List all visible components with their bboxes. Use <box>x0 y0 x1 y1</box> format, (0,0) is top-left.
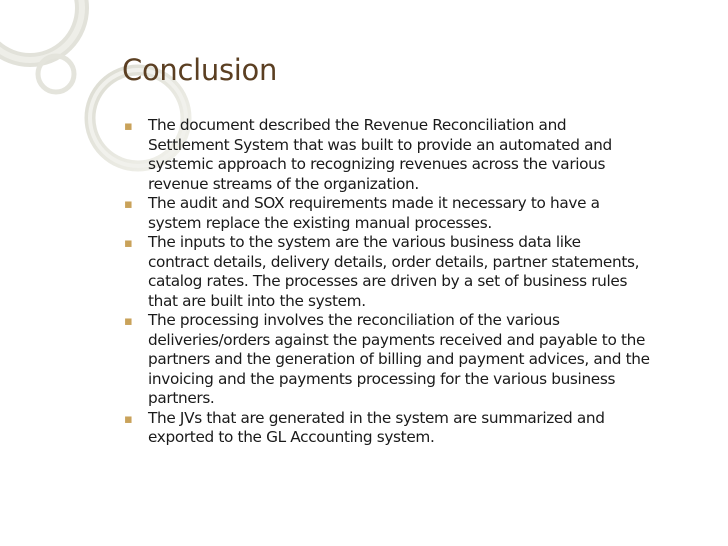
bullet-item <box>124 194 724 233</box>
bullet-line: The audit and SOX requirements made it necessary to have a <box>148 194 600 212</box>
bullet-text <box>148 233 724 311</box>
bullet-line: The JVs that are generated in the system are summarized and <box>148 408 605 427</box>
bullet-line: partners. <box>148 389 215 407</box>
bullet-line: The inputs to the system are the various business data like <box>148 233 581 251</box>
square-bullet-icon: ▪ <box>124 119 133 134</box>
bullet-line: that are built into the system. <box>148 291 366 310</box>
bullet-text <box>148 409 724 448</box>
bullet-item <box>124 311 724 409</box>
bullet-text <box>148 311 724 409</box>
bullet-item <box>124 409 724 448</box>
bullet-line: systemic approach to recognizing revenues across the various <box>148 155 606 173</box>
square-bullet-icon: ▪ <box>124 236 133 251</box>
bullet-line: The document described the Revenue Reconciliation and <box>148 116 567 134</box>
bullet-text <box>148 194 724 233</box>
bullet-line: contract details, delivery details, order details, partner statements, <box>148 252 640 271</box>
square-bullet-icon: ▪ <box>124 314 133 329</box>
square-bullet-icon: ▪ <box>124 197 133 212</box>
bullet-line: system replace the existing manual processes. <box>148 213 492 232</box>
bullet-text <box>148 116 724 194</box>
bullet-line: The processing involves the reconciliation of the various <box>148 311 560 329</box>
small-ring-circle <box>38 56 74 92</box>
bullet-item <box>124 116 724 194</box>
bullet-line: exported to the GL Accounting system. <box>148 428 435 446</box>
bullet-list <box>124 116 724 448</box>
large-ring-circle <box>0 0 82 60</box>
bullet-item <box>124 233 724 311</box>
square-bullet-icon: ▪ <box>124 411 133 427</box>
bullet-line: revenue streams of the organization. <box>148 174 419 193</box>
bullet-line: partners and the generation of billing and payment advices, and the <box>148 350 650 368</box>
bullet-line: deliveries/orders against the payments received and payable to the <box>148 330 646 349</box>
bullet-line: catalog rates. The processes are driven by a set of business rules <box>148 272 628 290</box>
bullet-line: invoicing and the payments processing for the various business <box>148 369 616 388</box>
slide-title: Conclusion <box>122 53 278 87</box>
bullet-line: Settlement System that was built to provide an automated and <box>148 135 612 154</box>
